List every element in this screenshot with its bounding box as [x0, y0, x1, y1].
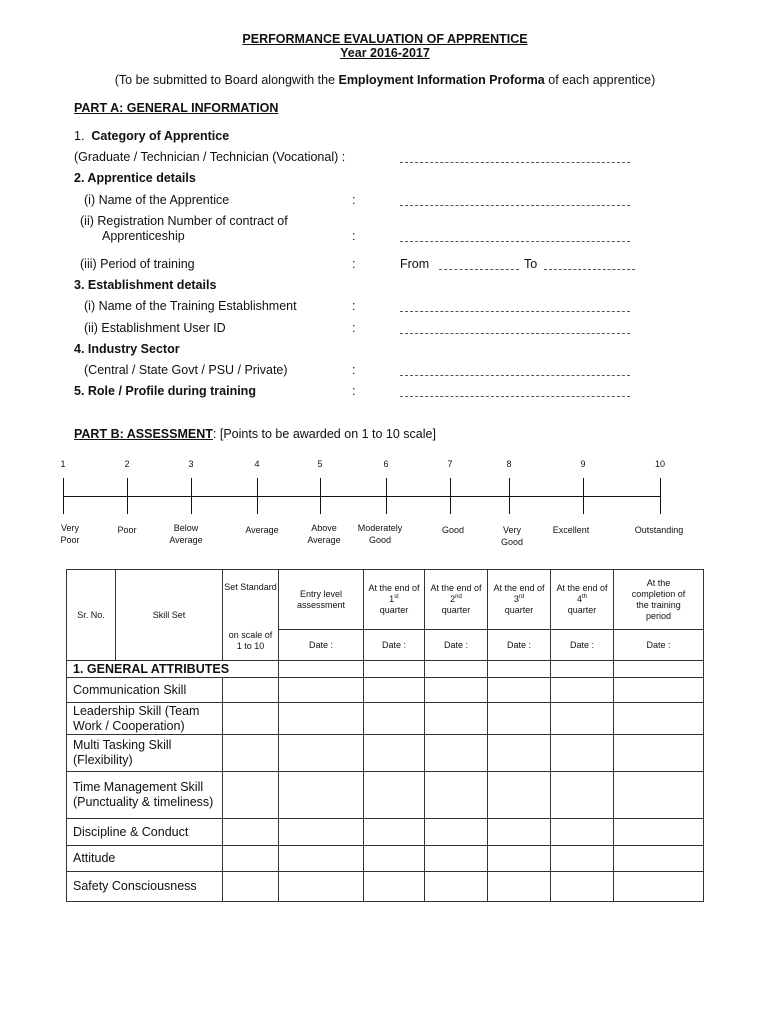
scale-axis-line: [63, 496, 661, 497]
quarter-4-suffix: th: [582, 594, 588, 600]
colon: :: [352, 257, 356, 271]
category-input-line[interactable]: [400, 162, 630, 163]
score-cell[interactable]: [551, 735, 614, 772]
part-b-heading: [74, 427, 436, 441]
score-cell[interactable]: [614, 846, 704, 872]
establishment-name-input-line[interactable]: [400, 311, 630, 312]
scale-label-line: Good: [368, 535, 392, 545]
table-row: [67, 872, 704, 902]
scale-tick: [63, 478, 64, 514]
quarter-word: quarter: [379, 605, 409, 615]
score-cell[interactable]: [364, 735, 425, 772]
table-row: [67, 819, 704, 846]
scale-label-line: Poor: [117, 525, 137, 535]
part-b-subtitle: : [Points to be awarded on 1 to 10 scale]: [212, 427, 436, 441]
score-cell[interactable]: [223, 819, 279, 846]
scale-label-line: Good: [500, 537, 524, 547]
scale-number-2: 2: [124, 459, 130, 469]
table-cell: [279, 661, 364, 678]
scale-label-line: Moderately: [357, 523, 403, 533]
scale-label-10: [624, 524, 694, 536]
scale-tick: [191, 478, 192, 514]
score-cell[interactable]: [488, 735, 551, 772]
score-cell[interactable]: [551, 872, 614, 902]
period-label: (iii) Period of training: [80, 257, 195, 271]
scale-tick: [127, 478, 128, 514]
table-row: [67, 703, 704, 735]
colon: :: [352, 321, 356, 335]
score-cell[interactable]: [279, 772, 364, 819]
score-cell[interactable]: [425, 678, 488, 703]
table-row: [67, 735, 704, 772]
quarter-word: quarter: [441, 605, 471, 615]
from-label: From: [400, 257, 430, 271]
score-cell[interactable]: [223, 846, 279, 872]
entry-level-header: Entry level assessment: [279, 570, 364, 630]
score-cell[interactable]: [364, 703, 425, 735]
date-quarter-2-cell[interactable]: Date :: [425, 630, 488, 661]
scale-number-6: 6: [383, 459, 389, 469]
score-cell[interactable]: [551, 819, 614, 846]
date-quarter-4-cell[interactable]: Date :: [551, 630, 614, 661]
date-quarter-3-cell[interactable]: Date :: [488, 630, 551, 661]
scale-number-10: 10: [654, 459, 665, 469]
registration-input-line[interactable]: [400, 241, 630, 242]
page-year: Year 2016-2017: [340, 46, 430, 60]
assessment-table: [66, 569, 704, 902]
scale-tick: [320, 478, 321, 514]
set-standard-header: Set Standard: [223, 570, 279, 630]
quarter-4-text: At the end of 4: [556, 583, 608, 604]
score-cell[interactable]: [551, 846, 614, 872]
scale-label-9: [536, 524, 606, 536]
score-cell[interactable]: [223, 735, 279, 772]
score-cell[interactable]: [279, 819, 364, 846]
on-scale-header: on scale of 1 to 10: [223, 630, 279, 661]
score-cell[interactable]: [614, 772, 704, 819]
q2-title: 2. Apprentice details: [74, 171, 196, 185]
colon: :: [352, 299, 356, 313]
industry-sector-label: (Central / State Govt / PSU / Private): [84, 363, 288, 377]
q1-sub-label: (Graduate / Technician / Technician (Vocational) :: [74, 150, 346, 164]
quarter-3-header: [488, 570, 551, 630]
quarter-3-text: At the end of 3: [493, 583, 545, 604]
quarter-word: quarter: [504, 605, 534, 615]
skill-name: Communication Skill: [67, 678, 223, 703]
score-cell[interactable]: [279, 872, 364, 902]
table-row: [67, 772, 704, 819]
scale-label-4: [227, 524, 297, 536]
score-cell[interactable]: [551, 703, 614, 735]
colon: :: [352, 193, 356, 207]
quarter-1-suffix: st: [394, 594, 399, 600]
q1-title: Category of Apprentice: [91, 129, 230, 143]
date-quarter-1-cell[interactable]: Date :: [364, 630, 425, 661]
page-title: PERFORMANCE EVALUATION OF APPRENTICE: [242, 32, 528, 46]
quarter-2-suffix: nd: [455, 594, 462, 600]
registration-label-line2: Apprenticeship: [102, 229, 185, 243]
score-cell[interactable]: [364, 846, 425, 872]
score-cell[interactable]: [425, 703, 488, 735]
score-cell[interactable]: [488, 819, 551, 846]
table-row: [67, 846, 704, 872]
sr-no-header: Sr. No.: [67, 570, 116, 661]
score-cell[interactable]: [614, 819, 704, 846]
establishment-id-label: (ii) Establishment User ID: [84, 321, 226, 335]
note-text-end: of each apprentice): [544, 73, 656, 87]
score-cell[interactable]: [614, 678, 704, 703]
scale-tick: [257, 478, 258, 514]
scale-label-line: Very: [60, 523, 79, 533]
scale-number-9: 9: [580, 459, 586, 469]
scale-label-line: Poor: [60, 535, 80, 545]
note-text: (To be submitted to Board alongwith the: [114, 73, 339, 87]
table-cell: [614, 661, 704, 678]
scale-number-7: 7: [447, 459, 453, 469]
section-general-attributes: 1. GENERAL ATTRIBUTES: [67, 661, 279, 678]
part-a-heading: PART A: GENERAL INFORMATION: [74, 101, 279, 115]
table-cell: [551, 661, 614, 678]
period-from-input-line[interactable]: [439, 269, 519, 270]
quarter-2-text: At the end of 2: [430, 583, 482, 604]
scale-number-4: 4: [254, 459, 260, 469]
registration-label-line1: (ii) Registration Number of contract of: [80, 214, 288, 228]
colon: :: [352, 363, 356, 377]
score-cell[interactable]: [551, 772, 614, 819]
apprentice-name-label: (i) Name of the Apprentice: [84, 193, 230, 207]
quarter-4-header: [551, 570, 614, 630]
completion-header: At the completion of the training period: [614, 570, 704, 630]
scale-tick: [509, 478, 510, 514]
score-cell[interactable]: [364, 772, 425, 819]
score-cell[interactable]: [614, 872, 704, 902]
scale-tick: [583, 478, 584, 514]
scale-number-5: 5: [317, 459, 323, 469]
score-cell[interactable]: [279, 735, 364, 772]
score-cell[interactable]: [488, 772, 551, 819]
note-bold-text: Employment Information Proforma: [338, 73, 545, 87]
colon: :: [352, 229, 356, 243]
scale-label-line: Average: [245, 525, 279, 535]
quarter-3-suffix: rd: [518, 594, 525, 600]
industry-sector-input-line[interactable]: [400, 375, 630, 376]
score-cell[interactable]: [425, 772, 488, 819]
scale-label-line: Above: [311, 523, 337, 533]
scale-label-line: Very: [502, 525, 521, 535]
scale-label-line: Outstanding: [634, 525, 684, 535]
scale-label-line: Excellent: [552, 525, 590, 535]
score-cell[interactable]: [279, 703, 364, 735]
score-cell[interactable]: [425, 819, 488, 846]
score-cell[interactable]: [488, 872, 551, 902]
score-cell[interactable]: [223, 703, 279, 735]
skill-name: Multi Tasking Skill (Flexibility): [67, 735, 223, 772]
quarter-word: quarter: [567, 605, 597, 615]
quarter-2-header: [425, 570, 488, 630]
scale-tick: [450, 478, 451, 514]
to-label: To: [524, 257, 538, 271]
score-cell[interactable]: [364, 819, 425, 846]
colon: :: [352, 384, 356, 398]
scale-label-line: Average: [169, 535, 203, 545]
table-cell: [488, 661, 551, 678]
quarter-1-text: At the end of 1: [368, 583, 420, 604]
q5-title: 5. Role / Profile during training: [74, 384, 256, 398]
q1-label: [74, 129, 229, 143]
scale-label-line: Average: [307, 535, 341, 545]
scale-label-3: [151, 522, 221, 546]
skill-name: Attitude: [67, 846, 223, 872]
scale-tick: [386, 478, 387, 514]
role-input-line[interactable]: [400, 396, 630, 397]
score-cell[interactable]: [488, 703, 551, 735]
table-cell: [425, 661, 488, 678]
score-cell[interactable]: [364, 872, 425, 902]
q1-number: 1.: [74, 129, 85, 143]
scale-label-6: [345, 522, 415, 546]
skill-set-header: Skill Set: [116, 570, 223, 661]
quarter-1-header: [364, 570, 425, 630]
period-to-input-line[interactable]: [544, 269, 635, 270]
score-cell[interactable]: [223, 678, 279, 703]
apprentice-name-input-line[interactable]: [400, 205, 630, 206]
skill-name: Safety Consciousness: [67, 872, 223, 902]
scale-label-line: Good: [441, 525, 465, 535]
establishment-name-label: (i) Name of the Training Establishment: [84, 299, 297, 313]
score-cell[interactable]: [279, 678, 364, 703]
score-cell[interactable]: [425, 846, 488, 872]
establishment-id-input-line[interactable]: [400, 333, 630, 334]
score-cell[interactable]: [223, 772, 279, 819]
score-cell[interactable]: [279, 846, 364, 872]
part-b-title: PART B: ASSESSMENT: [74, 427, 213, 441]
score-cell[interactable]: [223, 872, 279, 902]
score-cell[interactable]: [551, 678, 614, 703]
scale-number-3: 3: [188, 459, 194, 469]
score-cell[interactable]: [488, 678, 551, 703]
submission-note: [0, 73, 770, 87]
score-cell[interactable]: [364, 678, 425, 703]
score-cell[interactable]: [425, 872, 488, 902]
scale-label-line: Below: [173, 523, 199, 533]
score-cell[interactable]: [614, 703, 704, 735]
q4-title: 4. Industry Sector: [74, 342, 180, 356]
skill-name: Time Management Skill (Punctuality & timeliness): [67, 772, 223, 819]
date-entry-cell[interactable]: Date :: [279, 630, 364, 661]
scale-number-1: 1: [60, 459, 66, 469]
skill-name: Leadership Skill (Team Work / Cooperation): [67, 703, 223, 735]
skill-name: Discipline & Conduct: [67, 819, 223, 846]
q3-title: 3. Establishment details: [74, 278, 217, 292]
score-cell[interactable]: [488, 846, 551, 872]
table-cell: [364, 661, 425, 678]
date-completion-cell[interactable]: Date :: [614, 630, 704, 661]
scale-number-8: 8: [506, 459, 512, 469]
score-cell[interactable]: [614, 735, 704, 772]
scale-tick: [660, 478, 661, 514]
score-cell[interactable]: [425, 735, 488, 772]
table-row: [67, 678, 704, 703]
